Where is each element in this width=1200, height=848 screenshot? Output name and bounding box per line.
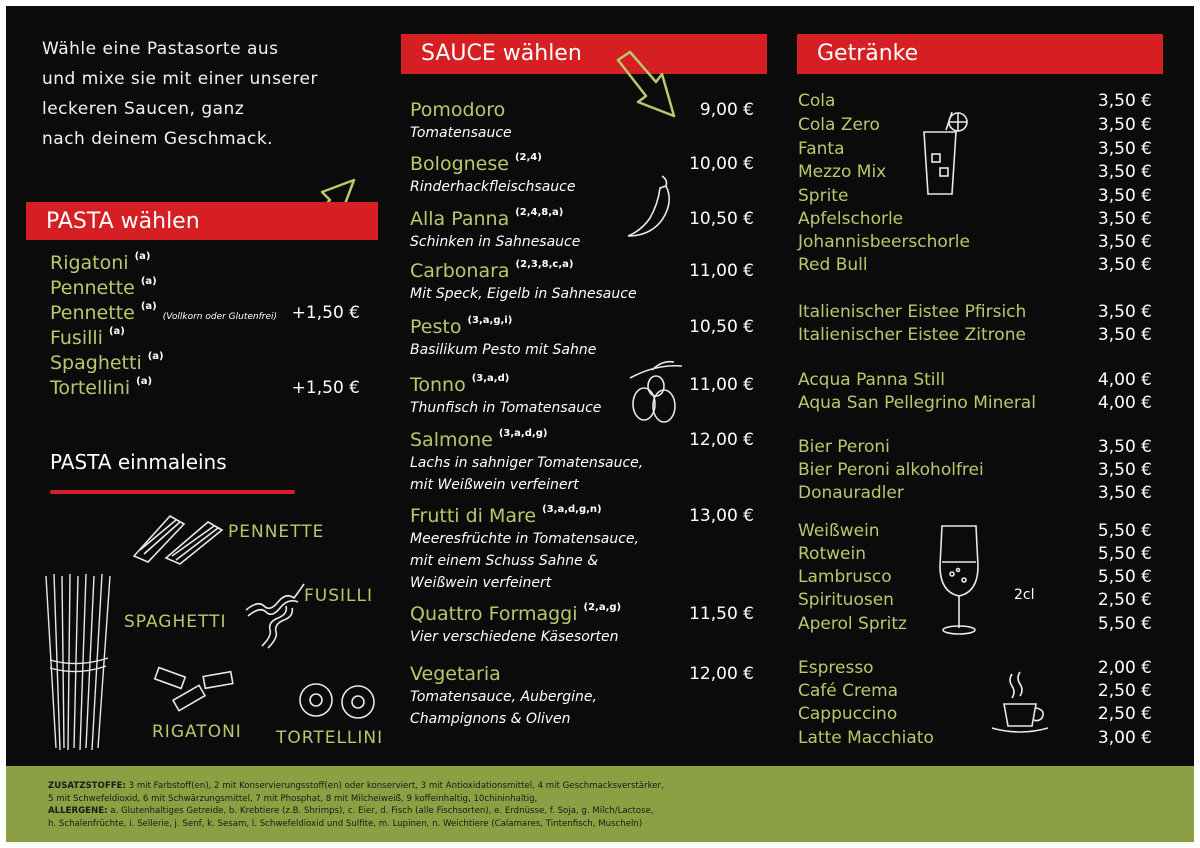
- drink-name: Espresso: [798, 658, 874, 678]
- sauce-name: Tonno: [410, 374, 466, 396]
- drink-name: Cola: [798, 91, 836, 111]
- sauce-item-vegetaria[interactable]: [410, 662, 760, 730]
- sauce-desc: Rinderhackfleischsauce: [410, 179, 576, 195]
- sauce-desc: Mit Speck, Eigelb in Sahnesauce: [410, 286, 637, 302]
- pasta-name: Fusilli: [50, 327, 103, 349]
- sauce-allergens: (2,4): [514, 152, 542, 163]
- sauce-name: Pomodoro: [410, 99, 506, 121]
- sauce-name: Pesto: [410, 316, 462, 338]
- pennette-illustration: [130, 508, 230, 564]
- label-pennette: PENNETTE: [228, 522, 325, 542]
- drink-price: 2,50 €: [1097, 681, 1152, 701]
- sauce-allergens: (2,3,8,c,a): [515, 259, 574, 270]
- allergene-line-2: h. Schalenfrüchte, i. Sellerie, j. Senf, k. Sesam, l. Schwefeldioxid und Sulfite, m. Lupinen, n. Weichtiere (Calamares, Tintenfisch, Muscheln): [48, 818, 643, 829]
- coffee-cup-icon: [990, 670, 1050, 736]
- sauce-desc: Meeresfrüchte in Tomatensauce,: [410, 531, 639, 547]
- pasta-item-pennette[interactable]: [50, 276, 370, 301]
- intro-line: Wähle eine Pastasorte aus: [42, 39, 279, 59]
- drink-item[interactable]: [798, 436, 1158, 459]
- spaghetti-illustration: [38, 572, 118, 752]
- drink-item[interactable]: [798, 301, 1158, 324]
- sauce-name: Salmone: [410, 429, 493, 451]
- pasta-name: Rigatoni: [50, 252, 129, 274]
- drink-name: Sprite: [798, 186, 849, 206]
- drink-item[interactable]: [798, 657, 1158, 680]
- sauce-price: 10,50 €: [689, 317, 754, 337]
- sauce-desc: mit Weißwein verfeinert: [410, 477, 579, 493]
- drink-item[interactable]: [798, 114, 1158, 137]
- zusatzstoffe-line-1: [48, 780, 1194, 793]
- drink-item[interactable]: [798, 254, 1158, 277]
- label-spaghetti: SPAGHETTI: [124, 612, 227, 632]
- drink-price: 5,50 €: [1097, 544, 1152, 564]
- drink-item[interactable]: [798, 185, 1158, 208]
- sauce-name: Quattro Formaggi: [410, 603, 578, 625]
- drink-name: Spirituosen: [798, 590, 894, 610]
- drink-name: Apfelschorle: [798, 209, 904, 229]
- label-tortellini: TORTELLINI: [276, 728, 384, 748]
- pasta-item-pennette-vollkorn[interactable]: [50, 301, 370, 326]
- sauce-name: Bolognese: [410, 153, 509, 175]
- drink-name: Cola Zero: [798, 115, 880, 135]
- fusilli-illustration: [238, 570, 310, 650]
- pasta-header: [26, 202, 378, 240]
- drink-item[interactable]: [798, 482, 1158, 505]
- sauce-name: Frutti di Mare: [410, 505, 537, 527]
- sauce-allergens: (3,a,d): [471, 373, 510, 384]
- sauce-desc: Schinken in Sahnesauce: [410, 234, 581, 250]
- sauce-allergens: (2,a,g): [583, 602, 622, 613]
- intro-line: und mixe sie mit einer unserer: [42, 69, 318, 89]
- drink-price: 3,50 €: [1097, 139, 1152, 159]
- drink-price: 2,00 €: [1097, 658, 1152, 678]
- sauce-price: 11,00 €: [689, 261, 754, 281]
- tortellini-illustration: [294, 678, 384, 724]
- spirits-unit-label: 2cl: [1014, 587, 1035, 603]
- zusatzstoffe-label: ZUSATZSTOFFE:: [48, 781, 126, 791]
- sauce-item-pesto[interactable]: [410, 315, 760, 361]
- sauce-desc: Champignons & Oliven: [410, 711, 571, 727]
- drinks-header-label: Getränke: [817, 41, 919, 66]
- sauce-price: 10,50 €: [689, 209, 754, 229]
- sauce-desc: Tomatensauce: [410, 125, 512, 141]
- allergen-footer: [6, 766, 1194, 842]
- sauce-item-bolognese[interactable]: [410, 152, 760, 198]
- drink-price: 2,50 €: [1097, 590, 1152, 610]
- drink-price: 5,50 €: [1097, 521, 1152, 541]
- sauce-item-pomodoro[interactable]: [410, 98, 760, 144]
- pasta-item-fusilli[interactable]: [50, 326, 370, 351]
- sauce-item-salmone[interactable]: [410, 428, 760, 496]
- drink-price: 3,50 €: [1097, 255, 1152, 275]
- drink-item[interactable]: [798, 208, 1158, 231]
- drink-name: Aqua San Pellegrino Mineral: [798, 393, 1036, 413]
- menu-board: [6, 6, 1194, 842]
- drink-price: 3,50 €: [1097, 162, 1152, 182]
- drink-name: Mezzo Mix: [798, 162, 887, 182]
- drink-name: Café Crema: [798, 681, 899, 701]
- wine-glass-icon: [936, 522, 982, 638]
- drink-price: 3,50 €: [1097, 325, 1152, 345]
- sauce-name: Vegetaria: [410, 663, 501, 685]
- sauce-desc: Weißwein verfeinert: [410, 575, 552, 591]
- pasta-name: Pennette: [50, 277, 135, 299]
- sauce-item-quattro-formaggi[interactable]: [410, 602, 760, 648]
- sauce-name: Carbonara: [410, 260, 510, 282]
- drink-name: Red Bull: [798, 255, 868, 275]
- drink-item[interactable]: [798, 680, 1158, 703]
- pasta-name: Pennette: [50, 302, 135, 324]
- drink-item[interactable]: [798, 161, 1158, 184]
- intro-text: [42, 34, 362, 154]
- sauce-desc: Basilikum Pesto mit Sahne: [410, 342, 597, 358]
- drink-name: Aperol Spritz: [798, 614, 907, 634]
- drink-price: 3,50 €: [1097, 437, 1152, 457]
- sauce-allergens: (3,a,g,i): [467, 315, 513, 326]
- drink-price: 3,50 €: [1097, 483, 1152, 503]
- sauce-name: Alla Panna: [410, 208, 510, 230]
- cocktail-glass-icon: [918, 110, 970, 200]
- drink-price: 3,50 €: [1097, 91, 1152, 111]
- drink-item[interactable]: [798, 369, 1158, 392]
- sauce-item-carbonara[interactable]: [410, 259, 760, 305]
- einmaleins-underline: [50, 490, 295, 494]
- pasta-price: +1,50 €: [291, 303, 360, 323]
- zusatzstoffe-text: 3 mit Farbstoff(en), 2 mit Konservierungsstoff(en) oder konserviert, 3 mit Antioxidationsmittel, 4 mit Geschmacksverstärker,: [128, 781, 664, 791]
- rigatoni-illustration: [152, 666, 240, 716]
- label-rigatoni: RIGATONI: [152, 722, 242, 742]
- drink-name: Lambrusco: [798, 567, 892, 587]
- drink-price: 5,50 €: [1097, 567, 1152, 587]
- drink-name: Bier Peroni: [798, 437, 890, 457]
- pasta-name: Spaghetti: [50, 352, 142, 374]
- sauce-price: 9,00 €: [699, 100, 754, 120]
- drink-price: 3,50 €: [1097, 115, 1152, 135]
- drink-price: 3,50 €: [1097, 209, 1152, 229]
- sauce-desc: Thunfisch in Tomatensauce: [410, 400, 602, 416]
- sauce-allergens: (2,4,8,a): [515, 207, 564, 218]
- sauce-desc: Lachs in sahniger Tomatensauce,: [410, 455, 644, 471]
- sauce-desc: mit einem Schuss Sahne &: [410, 553, 599, 569]
- pasta-allergens: (a): [140, 276, 157, 287]
- drink-name: Italienischer Eistee Pfirsich: [798, 302, 1027, 322]
- allergene-label: ALLERGENE:: [48, 806, 108, 816]
- sauce-price: 11,00 €: [689, 375, 754, 395]
- drink-price: 3,50 €: [1097, 186, 1152, 206]
- drink-name: Weißwein: [798, 521, 880, 541]
- drink-name: Rotwein: [798, 544, 866, 564]
- pasta-list: [50, 251, 370, 401]
- pasta-allergens: (a): [108, 326, 125, 337]
- sauce-header-label: SAUCE wählen: [421, 41, 582, 66]
- drink-item[interactable]: [798, 392, 1158, 415]
- sauce-allergens: (3,a,d,g): [498, 428, 548, 439]
- drink-price: 3,50 €: [1097, 460, 1152, 480]
- pasta-allergens: (a): [134, 251, 151, 262]
- allergene-text: a. Glutenhaltiges Getreide, b. Krebtiere (z.B. Shrimps), c. Eier, d. Fisch (alle Fischsorten), e. Erdnüsse, f. Soja, g. Milch/Lactose,: [110, 806, 654, 816]
- drink-name: Johannisbeerschorle: [798, 232, 970, 252]
- sauce-price: 12,00 €: [689, 664, 754, 684]
- drink-name: Fanta: [798, 139, 845, 159]
- drink-price: 3,50 €: [1097, 302, 1152, 322]
- drink-item[interactable]: [798, 90, 1158, 113]
- intro-line: nach deinem Geschmack.: [42, 129, 274, 149]
- sauce-header: [401, 34, 767, 74]
- drink-item[interactable]: [798, 727, 1158, 750]
- zusatzstoffe-line-2: 5 mit Schwefeldioxid, 6 mit Schwärzungsmittel, 7 mit Phosphat, 8 mit Milcheiweiß, 9 koffeinhaltig, 10chininhaltig,: [48, 793, 538, 804]
- pasta-allergens: (a): [147, 351, 164, 362]
- pasta-header-label: PASTA wählen: [46, 209, 200, 234]
- drink-price: 4,00 €: [1097, 393, 1152, 413]
- drink-name: Latte Macchiato: [798, 728, 934, 748]
- drink-item[interactable]: [798, 138, 1158, 161]
- pasta-allergens: (a): [140, 301, 157, 312]
- sauce-allergens: (3,a,d,g,n): [542, 504, 602, 515]
- drink-price: 3,50 €: [1097, 232, 1152, 252]
- drink-item[interactable]: [798, 231, 1158, 254]
- olives-icon: [622, 358, 688, 428]
- pasta-item-spaghetti[interactable]: [50, 351, 370, 376]
- sauce-item-frutti-di-mare[interactable]: [410, 504, 760, 594]
- drink-price: 3,00 €: [1097, 728, 1152, 748]
- pasta-item-tortellini[interactable]: [50, 376, 370, 401]
- drink-name: Cappuccino: [798, 704, 898, 724]
- sauce-item-tonno[interactable]: [410, 373, 760, 419]
- label-fusilli: FUSILLI: [304, 586, 373, 606]
- drink-price: 4,00 €: [1097, 370, 1152, 390]
- drink-price: 5,50 €: [1097, 614, 1152, 634]
- pasta-price: +1,50 €: [291, 378, 360, 398]
- sauce-desc: Vier verschiedene Käsesorten: [410, 629, 619, 645]
- pasta-item-rigatoni[interactable]: [50, 251, 370, 276]
- pasta-allergens: (a): [136, 376, 153, 387]
- sauce-price: 10,00 €: [689, 154, 754, 174]
- einmaleins-title: PASTA einmaleins: [50, 450, 227, 474]
- sauce-price: 13,00 €: [689, 506, 754, 526]
- drink-item[interactable]: [798, 324, 1158, 347]
- allergene-line-1: [48, 805, 1194, 818]
- sauce-price: 11,50 €: [689, 604, 754, 624]
- sauce-price: 12,00 €: [689, 430, 754, 450]
- pasta-name: Tortellini: [50, 377, 131, 399]
- sauce-item-alla-panna[interactable]: [410, 207, 760, 253]
- drink-item[interactable]: [798, 459, 1158, 482]
- pasta-note: (Vollkorn oder Glutenfrei): [162, 312, 278, 322]
- intro-line: leckeren Saucen, ganz: [42, 99, 245, 119]
- drink-item[interactable]: [798, 703, 1158, 726]
- drink-name: Donauradler: [798, 483, 904, 503]
- chili-icon: [622, 172, 678, 242]
- drinks-header: [797, 34, 1163, 74]
- drink-name: Italienischer Eistee Zitrone: [798, 325, 1026, 345]
- drink-name: Bier Peroni alkoholfrei: [798, 460, 984, 480]
- drink-name: Acqua Panna Still: [798, 370, 945, 390]
- drink-price: 2,50 €: [1097, 704, 1152, 724]
- sauce-desc: Tomatensauce, Aubergine,: [410, 689, 597, 705]
